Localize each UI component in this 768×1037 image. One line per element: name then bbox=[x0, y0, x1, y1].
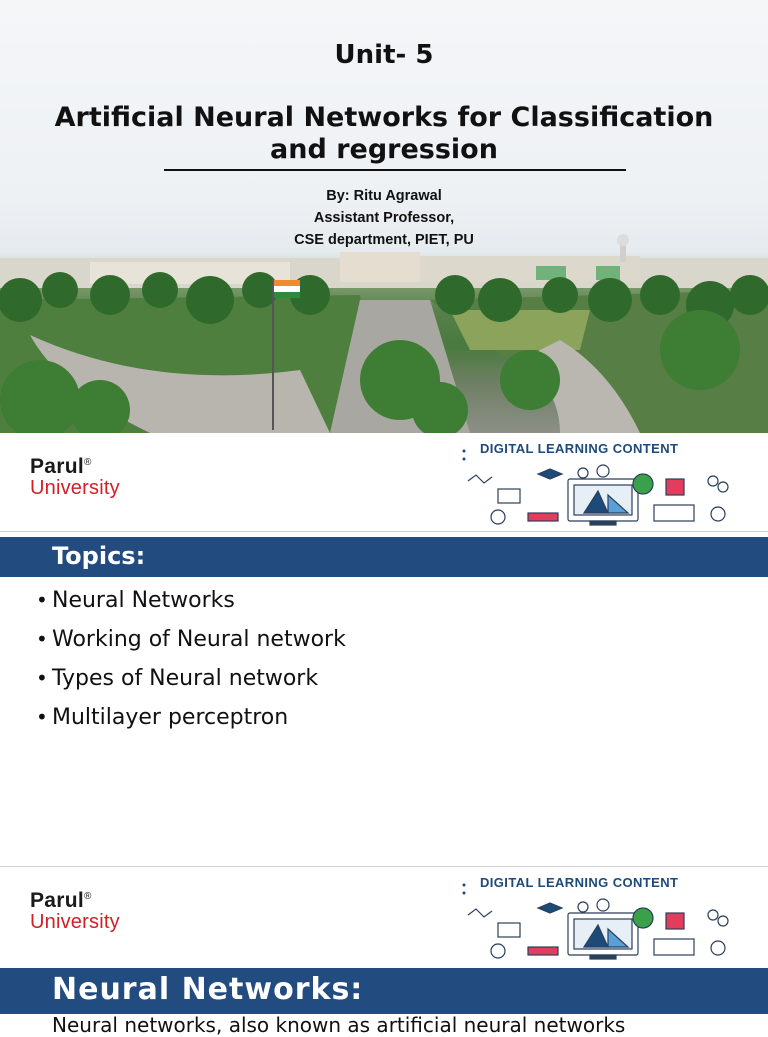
list-item bbox=[36, 663, 346, 702]
list-item bbox=[36, 585, 346, 624]
slide-title bbox=[20, 102, 748, 166]
topic-text: Neural Networks bbox=[52, 588, 235, 613]
topics-heading: Topics: bbox=[52, 542, 146, 570]
author-position: Assistant Professor, bbox=[313, 210, 455, 226]
registered-mark: ® bbox=[84, 457, 92, 468]
digital-learning-banner bbox=[458, 439, 748, 529]
neural-networks-heading-bar bbox=[0, 968, 768, 1014]
digital-learning-title: DIGITAL LEARNING CONTENT bbox=[480, 875, 679, 890]
title-line-1: Artificial Neural Networks for Classification bbox=[54, 102, 714, 133]
campus-photo bbox=[0, 240, 768, 433]
topics-list bbox=[36, 585, 346, 741]
bullet: • bbox=[36, 588, 48, 612]
divider bbox=[0, 531, 768, 532]
slide-header-band bbox=[0, 867, 768, 967]
digital-learning-title: DIGITAL LEARNING CONTENT bbox=[480, 441, 679, 456]
topic-text: Multilayer perceptron bbox=[52, 705, 289, 730]
logo-university-text: University bbox=[30, 477, 120, 499]
byline bbox=[0, 185, 768, 251]
topic-text: Working of Neural network bbox=[52, 627, 346, 652]
title-line-2: and regression bbox=[270, 134, 498, 165]
unit-heading: Unit- 5 bbox=[334, 40, 434, 70]
logo-parul-text: Parul bbox=[30, 455, 85, 478]
slide-body-text: Neural networks, also known as artificial neural networks bbox=[52, 1013, 626, 1037]
bullet: • bbox=[36, 705, 48, 729]
parul-university-logo bbox=[30, 889, 120, 934]
topic-text: Types of Neural network bbox=[52, 666, 319, 691]
logo-parul-text: Parul bbox=[30, 889, 85, 912]
author-department: CSE department, PIET, PU bbox=[294, 232, 474, 248]
title-slide bbox=[0, 0, 768, 433]
neural-networks-heading: Neural Networks: bbox=[52, 972, 364, 1007]
logo-university-text: University bbox=[30, 911, 120, 933]
list-item bbox=[36, 702, 346, 741]
topics-heading-bar bbox=[0, 537, 768, 577]
bullet: • bbox=[36, 666, 48, 690]
author: By: Ritu Agrawal bbox=[326, 188, 442, 204]
slide-header-band bbox=[0, 433, 768, 533]
title-underline bbox=[164, 169, 626, 171]
digital-learning-banner bbox=[458, 873, 748, 963]
bullet: • bbox=[36, 627, 48, 651]
parul-university-logo bbox=[30, 455, 120, 500]
list-item bbox=[36, 624, 346, 663]
registered-mark: ® bbox=[84, 891, 92, 902]
